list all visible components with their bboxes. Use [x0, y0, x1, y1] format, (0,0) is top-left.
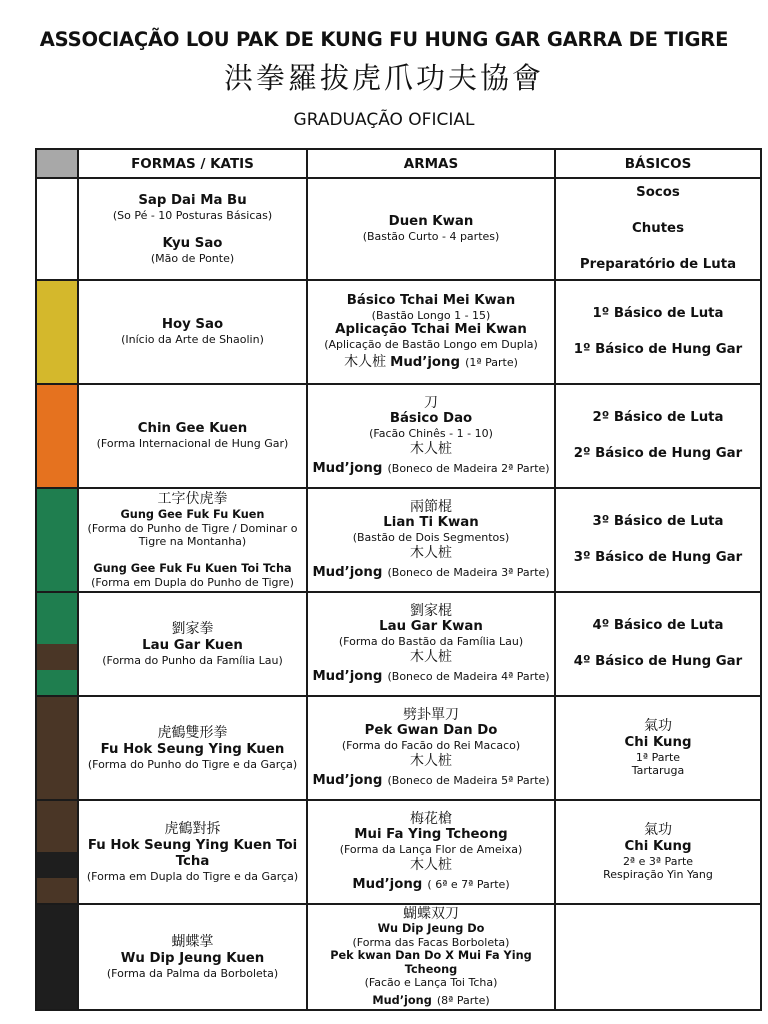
entry-note: (Bastão Curto - 4 partes) [362, 230, 500, 244]
entry-note: (Forma do Punho do Tigre e da Garça) [87, 757, 298, 771]
cell-basicos [555, 904, 761, 1010]
entry-note: (Bastão de Dois Segmentos) [352, 531, 510, 545]
cell-content [79, 489, 306, 591]
belt-color-band [36, 488, 78, 592]
belt-color-segment [37, 385, 77, 487]
entry-name: 3º Básico de Luta [592, 514, 724, 530]
entry-name: Gung Gee Fuk Fu Kuen [120, 508, 265, 522]
entry-note: (Forma do Facão do Rei Macaco) [341, 739, 521, 753]
cell-formas [78, 800, 307, 904]
document-subtitle: GRADUAÇÃO OFICIAL [293, 110, 475, 130]
entry-name: Básico Tchai Mei Kwan [346, 292, 516, 308]
entry-name: Fu Hok Seung Ying Kuen [100, 741, 285, 757]
entry-note: (Forma do Punho de Tigre / Dominar o Tigre na Montanha) [87, 521, 298, 548]
cell-content [79, 179, 306, 279]
entry-name: Duen Kwan [388, 214, 474, 230]
org-title: ASSOCIAÇÃO LOU PAK DE KUNG FU HUNG GAR GARRA DE TIGRE [39, 28, 729, 51]
cell-basicos [555, 178, 761, 280]
entry-chinese: 虎鶴雙形拳 [157, 725, 228, 742]
cell-basicos [555, 280, 761, 384]
entry-note: (Forma em Dupla do Tigre e da Garça) [86, 869, 299, 883]
cell-armas [307, 384, 555, 488]
entry-name: Pek kwan Dan Do X Mui Fa Ying Tcheong [330, 949, 532, 976]
entry-name: Preparatório de Luta [579, 256, 737, 272]
entry-note: (Facão e Lança Toi Tcha) [364, 976, 498, 990]
table-body [36, 178, 761, 1010]
cell-formas [78, 280, 307, 384]
cell-content [556, 179, 760, 279]
table-row [36, 384, 761, 488]
cell-armas [307, 178, 555, 280]
belt-color-stripes [37, 489, 77, 591]
entry-note: (8ª Parte) [436, 994, 490, 1008]
cell-armas [307, 592, 555, 696]
cell-content [308, 385, 554, 487]
graduation-table [35, 148, 762, 1011]
entry-note: (Boneco de Madeira 5ª Parte) [387, 774, 550, 788]
entry-name: Mud’jong [312, 565, 383, 581]
entry-chinese: 兩節棍 [410, 498, 452, 515]
entry-name: Mud’jong [352, 877, 423, 893]
entry-chinese: 工字伏虎拳 [157, 491, 228, 508]
cell-armas [307, 800, 555, 904]
entry-name: Mud’jong [312, 669, 383, 685]
belt-color-stripes [37, 385, 77, 487]
entry-note: Respiração Yin Yang [603, 868, 713, 882]
cell-formas [78, 904, 307, 1010]
entry-chinese: 木人桩 [410, 856, 452, 873]
header-corner-swatch [36, 149, 78, 178]
entry-note: (Aplicação de Bastão Longo em Dupla) [324, 337, 538, 351]
cell-content [308, 697, 554, 799]
table-row [36, 488, 761, 592]
entry-note: (Forma do Bastão da Família Lau) [338, 635, 524, 649]
entry-name: 1º Básico de Luta [592, 306, 724, 322]
belt-color-segment [37, 644, 77, 670]
entry-chinese: 木人桩 [410, 752, 452, 769]
org-title-chinese: 洪拳羅拔虎爪功夫協會 [223, 61, 544, 95]
belt-color-stripes [37, 281, 77, 383]
table-header-row [36, 149, 761, 178]
cell-content [556, 801, 760, 903]
belt-color-band [36, 800, 78, 904]
belt-color-stripes [37, 179, 77, 279]
entry-name: Chi Kung [624, 735, 692, 751]
entry-note: (Boneco de Madeira 4ª Parte) [387, 670, 550, 684]
cell-content [556, 281, 760, 383]
wooden-dummy-line [372, 989, 489, 1008]
cell-basicos [555, 384, 761, 488]
cell-content [308, 179, 554, 279]
entry-chinese: 木人桩 [344, 354, 387, 371]
entry-note: (Início da Arte de Shaolin) [121, 333, 264, 347]
cell-formas [78, 592, 307, 696]
cell-basicos [555, 488, 761, 592]
cell-content [79, 593, 306, 695]
belt-color-band [36, 384, 78, 488]
cell-basicos [555, 592, 761, 696]
cell-content [556, 489, 760, 591]
cell-armas [307, 904, 555, 1010]
entry-name: Sap Dai Ma Bu [138, 192, 247, 208]
entry-chinese: 蝴蝶双刀 [403, 905, 459, 922]
cell-armas [307, 488, 555, 592]
wooden-dummy-line [312, 561, 549, 581]
entry-note: 1ª Parte [635, 751, 681, 765]
entry-chinese: 虎鶴對拆 [164, 821, 221, 838]
wooden-dummy-line [352, 873, 509, 893]
entry-chinese: 劈卦單刀 [403, 706, 459, 723]
entry-note: (Mão de Ponte) [150, 251, 235, 265]
entry-chinese: 劉家棍 [410, 602, 452, 619]
entry-name: Aplicação Tchai Mei Kwan [335, 322, 527, 338]
entry-name: Hoy Sao [161, 317, 224, 333]
entry-name: Lau Gar Kuen [142, 637, 243, 653]
entry-note: 2ª e 3ª Parte [622, 855, 694, 869]
cell-armas [307, 280, 555, 384]
cell-content [308, 281, 554, 383]
belt-color-segment [37, 905, 77, 1009]
belt-color-segment [37, 619, 77, 645]
entry-chinese: 梅花槍 [410, 810, 452, 827]
entry-name: Wu Dip Jeung Do [377, 922, 485, 936]
entry-chinese: 氣功 [644, 822, 672, 839]
belt-color-segment [37, 878, 77, 904]
table-row [36, 800, 761, 904]
entry-name: Chi Kung [624, 839, 692, 855]
table-row [36, 696, 761, 800]
belt-color-band [36, 904, 78, 1010]
belt-color-band [36, 592, 78, 696]
entry-name: Gung Gee Fuk Fu Kuen Toi Tcha [93, 561, 292, 575]
belt-color-segment [37, 852, 77, 878]
entry-name: Básico Dao [389, 411, 473, 427]
belt-color-stripes [37, 697, 77, 799]
cell-formas [78, 178, 307, 280]
entry-name: Wu Dip Jeung Kuen [120, 950, 265, 966]
belt-color-segment [37, 489, 77, 591]
cell-content [556, 905, 760, 1009]
belt-color-segment [37, 281, 77, 383]
entry-name: Mud’jong [390, 355, 461, 371]
entry-name: 4º Básico de Hung Gar [573, 654, 743, 669]
entry-chinese: 木人桩 [410, 544, 452, 561]
entry-chinese: 刀 [424, 394, 438, 411]
table-row [36, 592, 761, 696]
entry-note: (So Pé - 10 Posturas Básicas) [112, 208, 273, 222]
wooden-dummy-line [312, 457, 549, 477]
cell-content [79, 281, 306, 383]
entry-note: (Facão Chinês - 1 - 10) [369, 427, 493, 441]
cell-formas [78, 384, 307, 488]
table-row [36, 904, 761, 1010]
wooden-dummy-line [344, 351, 518, 371]
cell-content [556, 697, 760, 799]
entry-note: (Bastão Longo 1 - 15) [371, 308, 491, 322]
entry-note: (Forma das Facas Borboleta) [352, 935, 510, 949]
entry-name: Lau Gar Kwan [379, 619, 483, 635]
entry-name: 2º Básico de Luta [592, 410, 724, 426]
entry-note: (Boneco de Madeira 3ª Parte) [387, 566, 550, 580]
entry-name: Mud’jong [312, 773, 383, 789]
cell-content [79, 697, 306, 799]
entry-name: Kyu Sao [162, 236, 223, 251]
belt-color-segment [37, 593, 77, 619]
belt-color-band [36, 280, 78, 384]
entry-note: (1ª Parte) [465, 356, 518, 370]
entry-note: Tartaruga [631, 764, 685, 778]
wooden-dummy-line [312, 665, 549, 685]
belt-color-segment [37, 697, 77, 799]
entry-name: 2º Básico de Hung Gar [573, 446, 743, 461]
cell-basicos [555, 800, 761, 904]
cell-content [79, 905, 306, 1009]
entry-chinese: 氣功 [644, 718, 672, 735]
belt-color-segment [37, 801, 77, 827]
cell-armas [307, 696, 555, 800]
entry-note: ( 6ª e 7ª Parte) [427, 878, 510, 892]
belt-color-segment [37, 670, 77, 696]
entry-chinese: 劉家拳 [171, 621, 214, 638]
entry-name: Lian Ti Kwan [383, 515, 479, 531]
entry-name: Mud’jong [312, 461, 383, 477]
entry-chinese: 蝴蝶掌 [171, 934, 214, 951]
table-row [36, 178, 761, 280]
cell-content [308, 801, 554, 903]
belt-color-segment [37, 179, 77, 279]
entry-name: Mud’jong [372, 994, 432, 1008]
column-header-basicos: BÁSICOS [555, 149, 761, 178]
belt-color-stripes [37, 905, 77, 1009]
entry-note: (Forma da Palma da Borboleta) [106, 966, 279, 980]
entry-name: Pek Gwan Dan Do [364, 723, 498, 739]
table-row [36, 280, 761, 384]
wooden-dummy-line [312, 769, 549, 789]
belt-color-stripes [37, 593, 77, 695]
cell-content [556, 593, 760, 695]
belt-color-segment [37, 827, 77, 853]
cell-content [79, 801, 306, 903]
cell-content [79, 385, 306, 487]
cell-content [308, 905, 554, 1009]
cell-content [308, 593, 554, 695]
belt-color-band [36, 696, 78, 800]
entry-name: Chutes [632, 221, 684, 237]
cell-formas [78, 488, 307, 592]
entry-name: Socos [636, 185, 680, 201]
entry-chinese: 木人桩 [410, 440, 452, 457]
column-header-formas: FORMAS / KATIS [78, 149, 307, 178]
entry-note: (Forma da Lança Flor de Ameixa) [339, 843, 523, 857]
cell-basicos [555, 696, 761, 800]
entry-note: (Forma do Punho da Família Lau) [102, 653, 283, 667]
entry-chinese: 木人桩 [410, 648, 452, 665]
entry-name: 3º Básico de Hung Gar [573, 550, 743, 565]
entry-name: Chin Gee Kuen [137, 421, 248, 437]
belt-color-stripes [37, 801, 77, 903]
entry-note: (Forma em Dupla do Punho de Tigre) [91, 575, 294, 589]
cell-content [308, 489, 554, 591]
entry-name: 1º Básico de Hung Gar [573, 342, 743, 357]
column-header-armas: ARMAS [307, 149, 555, 178]
entry-name: Mui Fa Ying Tcheong [354, 827, 508, 843]
entry-note: (Boneco de Madeira 2ª Parte) [387, 462, 550, 476]
belt-color-band [36, 178, 78, 280]
cell-content [556, 385, 760, 487]
entry-name: 4º Básico de Luta [592, 618, 724, 634]
entry-name: Fu Hok Seung Ying Kuen Toi Tcha [87, 837, 298, 869]
cell-formas [78, 696, 307, 800]
entry-note: (Forma Internacional de Hung Gar) [96, 437, 289, 451]
